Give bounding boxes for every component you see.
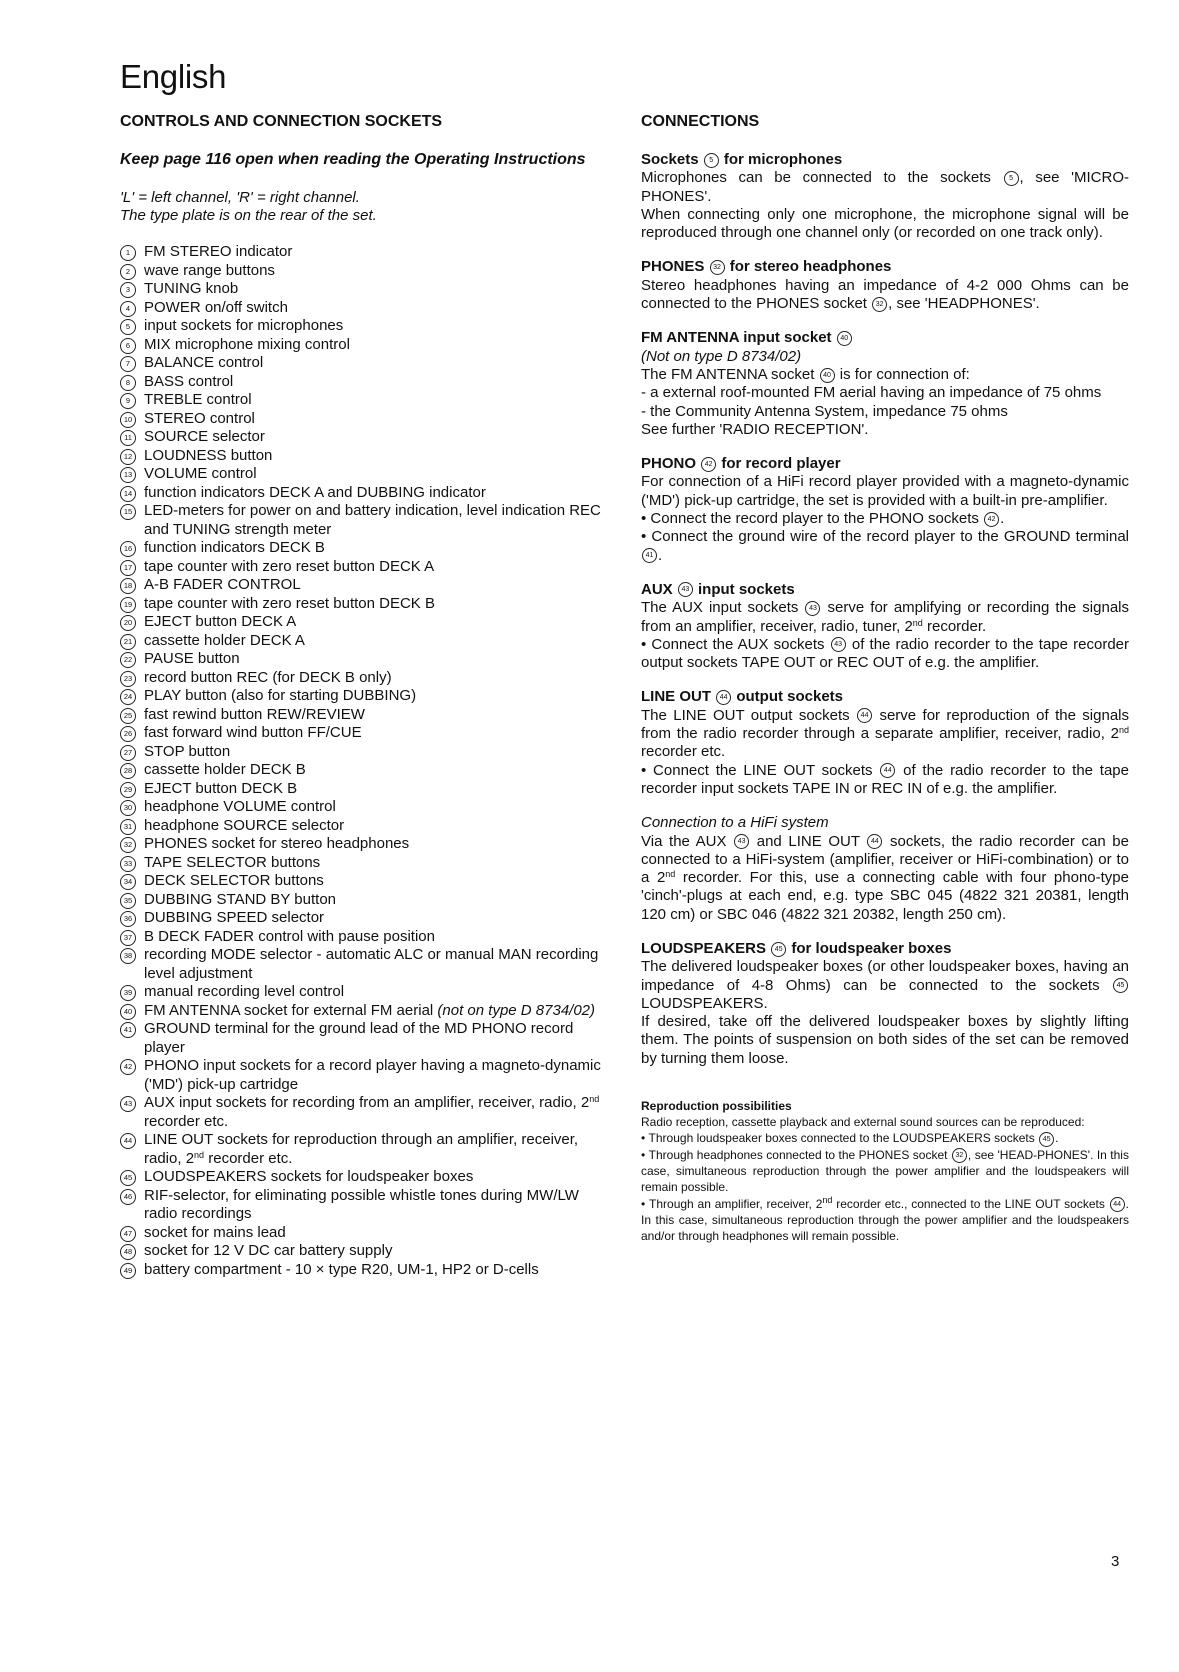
number-icon: 35 bbox=[120, 893, 136, 909]
control-item: 32 PHONES socket for stereo headphones bbox=[120, 835, 606, 854]
number-icon: 39 bbox=[120, 985, 136, 1001]
control-item: 7 BALANCE control bbox=[120, 354, 606, 373]
control-item: 3 TUNING knob bbox=[120, 280, 606, 299]
section-text: - the Community Antenna System, impedance 75 ohms bbox=[641, 402, 1008, 420]
number-icon: 5 bbox=[1004, 171, 1019, 186]
hifi-section bbox=[641, 814, 1129, 924]
number-icon: 7 bbox=[120, 356, 136, 372]
control-item: 30 headphone VOLUME control bbox=[120, 798, 606, 817]
number-icon: 42 bbox=[120, 1059, 136, 1075]
number-icon: 40 bbox=[837, 331, 852, 346]
number-icon: 5 bbox=[120, 319, 136, 335]
number-icon: 18 bbox=[120, 578, 136, 594]
number-icon: 44 bbox=[857, 708, 872, 723]
number-icon: 3 bbox=[120, 282, 136, 298]
number-icon: 30 bbox=[120, 800, 136, 816]
section-title: AUX 43 input sockets bbox=[641, 580, 795, 598]
number-icon: 43 bbox=[678, 582, 693, 597]
number-icon: 49 bbox=[120, 1263, 136, 1279]
keep-page-note: Keep page 116 open when reading the Operating Instructions bbox=[120, 151, 586, 168]
number-icon: 28 bbox=[120, 763, 136, 779]
number-icon: 48 bbox=[120, 1244, 136, 1260]
number-icon: 31 bbox=[120, 819, 136, 835]
aux-section bbox=[641, 581, 1129, 672]
control-item: 31 headphone SOURCE selector bbox=[120, 817, 606, 836]
number-icon: 22 bbox=[120, 652, 136, 668]
control-item: 12 LOUDNESS button bbox=[120, 447, 606, 466]
number-icon: 45 bbox=[120, 1170, 136, 1186]
section-text: The delivered loudspeaker boxes (or other loudspeaker boxes, having an impedance of 4-8 Ohms) can be connected to the sockets 45 LOUDSPEAKERS. bbox=[641, 958, 1129, 1012]
section-subtitle: Connection to a HiFi system bbox=[641, 814, 829, 832]
language-title: English bbox=[120, 58, 227, 95]
control-item: 47 socket for mains lead bbox=[120, 1224, 606, 1243]
number-icon: 14 bbox=[120, 486, 136, 502]
section-text: See further 'RADIO RECEPTION'. bbox=[641, 420, 869, 438]
control-item: 44 LINE OUT sockets for reproduction through an amplifier, receiver, radio, 2nd recorder etc. bbox=[120, 1131, 606, 1168]
page-number: 3 bbox=[1111, 1553, 1120, 1570]
number-icon: 45 bbox=[1039, 1132, 1054, 1147]
number-icon: 4 bbox=[120, 301, 136, 317]
section-text: Microphones can be connected to the sockets 5 , see 'MICRO-PHONES'. bbox=[641, 169, 1129, 205]
controls-list bbox=[120, 243, 606, 1279]
section-text: Radio reception, cassette playback and external sound sources can be reproduced: bbox=[641, 1115, 1085, 1130]
section-title: LINE OUT 44 output sockets bbox=[641, 688, 844, 706]
bullet-item: • Through loudspeaker boxes connected to the LOUDSPEAKERS sockets 45 . bbox=[641, 1130, 1129, 1146]
number-icon: 27 bbox=[120, 745, 136, 761]
control-item: 27 STOP button bbox=[120, 743, 606, 762]
control-item: 29 EJECT button DECK B bbox=[120, 780, 606, 799]
control-item: 33 TAPE SELECTOR buttons bbox=[120, 854, 606, 873]
number-icon: 10 bbox=[120, 412, 136, 428]
section-text: Stereo headphones having an impedance of 4-2 000 Ohms can be connected to the PHONES socket 32 , see 'HEADPHONES'. bbox=[641, 276, 1129, 313]
section-text: When connecting only one microphone, the microphone signal will be reproduced through one channel only (or recorded on one track only). bbox=[641, 205, 1129, 242]
bullet-item: • Connect the LINE OUT sockets 44 of the radio recorder to the tape recorder input sockets TAPE IN or REC IN of e.g. the amplifier. bbox=[641, 762, 1129, 799]
number-icon: 8 bbox=[120, 375, 136, 391]
control-item: 11 SOURCE selector bbox=[120, 428, 606, 447]
bullet-item: • Connect the ground wire of the record player to the GROUND terminal 41 . bbox=[641, 528, 1129, 565]
section-text: - a external roof-mounted FM aerial having an impedance of 75 ohms bbox=[641, 384, 1102, 402]
number-icon: 13 bbox=[120, 467, 136, 483]
section-text: The AUX input sockets 43 serve for amplifying or recording the signals from an amplifier, receiver, radio, tuner, 2nd recorder. bbox=[641, 599, 1130, 635]
section-text: If desired, take off the delivered loudspeaker boxes by slightly lifting them. The points of suspension on both sides of the set can be removed by turning them loose. bbox=[641, 1013, 1129, 1067]
number-icon: 32 bbox=[952, 1148, 967, 1163]
control-item: 5 input sockets for microphones bbox=[120, 317, 606, 336]
number-icon: 44 bbox=[880, 763, 895, 778]
control-item: 45 LOUDSPEAKERS sockets for loudspeaker boxes bbox=[120, 1168, 606, 1187]
number-icon: 5 bbox=[704, 153, 719, 168]
number-icon: 17 bbox=[120, 560, 136, 576]
number-icon: 45 bbox=[1113, 978, 1128, 993]
number-icon: 41 bbox=[642, 548, 657, 563]
number-icon: 6 bbox=[120, 338, 136, 354]
connections-heading: CONNECTIONS bbox=[641, 113, 760, 130]
control-item: 26 fast forward wind button FF/CUE bbox=[120, 724, 606, 743]
bullet-item: • Through headphones connected to the PHONES socket 32 , see 'HEAD-PHONES'. In this case, simultaneous reproduction through the power amplifier and the loudspeakers will remain possible. bbox=[641, 1147, 1129, 1196]
section-title: Reproduction possibilities bbox=[641, 1099, 792, 1114]
section-title: Sockets 5 for microphones bbox=[641, 151, 843, 168]
section-text: The LINE OUT output sockets 44 serve for reproduction of the signals from the radio recorder through a separate amplifier, receiver, radio, 2nd recorder etc. bbox=[641, 706, 1130, 761]
section-title: PHONO 42 for record player bbox=[641, 455, 841, 473]
control-item: 48 socket for 12 V DC car battery supply bbox=[120, 1242, 606, 1261]
connections-column bbox=[641, 113, 1129, 1260]
control-item: 28 cassette holder DECK B bbox=[120, 761, 606, 780]
number-icon: 43 bbox=[734, 834, 749, 849]
number-icon: 38 bbox=[120, 948, 136, 964]
number-icon: 37 bbox=[120, 930, 136, 946]
number-icon: 40 bbox=[120, 1004, 136, 1020]
number-icon: 32 bbox=[120, 837, 136, 853]
number-icon: 20 bbox=[120, 615, 136, 631]
number-icon: 42 bbox=[984, 512, 999, 527]
number-icon: 26 bbox=[120, 726, 136, 742]
control-item: 46 RIF-selector, for eliminating possible whistle tones during MW/LW radio recordings bbox=[120, 1187, 606, 1224]
number-icon: 29 bbox=[120, 782, 136, 798]
control-item: 42 PHONO input sockets for a record player having a magneto-dynamic ('MD') pick-up cartridge bbox=[120, 1057, 606, 1094]
bullet-item: • Connect the record player to the PHONO sockets 42 . bbox=[641, 510, 1129, 528]
number-icon: 11 bbox=[120, 430, 136, 446]
phones-section bbox=[641, 258, 1129, 313]
control-item: 4 POWER on/off switch bbox=[120, 299, 606, 318]
section-text: The FM ANTENNA socket 40 is for connection of: bbox=[641, 365, 970, 383]
control-item: 17 tape counter with zero reset button DECK A bbox=[120, 558, 606, 577]
bullet-item: • Through an amplifier, receiver, 2nd recorder etc., connected to the LINE OUT sockets 44 . In this case, simultaneous reproduction through the power amplifier and the loudspeakers and/or through headphones will remain possible. bbox=[641, 1196, 1129, 1245]
section-title: FM ANTENNA input socket 40 bbox=[641, 329, 1129, 347]
type-plate-note: The type plate is on the rear of the set. bbox=[120, 207, 377, 224]
number-icon: 19 bbox=[120, 597, 136, 613]
control-item: 25 fast rewind button REW/REVIEW bbox=[120, 706, 606, 725]
number-icon: 44 bbox=[716, 690, 731, 705]
control-item: 49 battery compartment - 10 × type R20, UM-1, HP2 or D-cells bbox=[120, 1261, 606, 1280]
number-icon: 25 bbox=[120, 708, 136, 724]
control-item: 18 A-B FADER CONTROL bbox=[120, 576, 606, 595]
bullet-item: • Connect the AUX sockets 43 of the radio recorder to the tape recorder output sockets TAPE OUT or REC OUT of e.g. the amplifier. bbox=[641, 636, 1129, 673]
number-icon: 32 bbox=[872, 297, 887, 312]
fm-antenna-section bbox=[641, 329, 1129, 439]
control-item: 19 tape counter with zero reset button DECK B bbox=[120, 595, 606, 614]
control-item: 37 B DECK FADER control with pause position bbox=[120, 928, 606, 947]
control-item: 16 function indicators DECK B bbox=[120, 539, 606, 558]
control-item: 2 wave range buttons bbox=[120, 262, 606, 281]
section-title: LOUDSPEAKERS 45 for loudspeaker boxes bbox=[641, 939, 952, 957]
line-out-section bbox=[641, 688, 1129, 798]
control-item: 43 AUX input sockets for recording from an amplifier, receiver, radio, 2nd recorder etc. bbox=[120, 1094, 606, 1131]
number-icon: 36 bbox=[120, 911, 136, 927]
number-icon: 46 bbox=[120, 1189, 136, 1205]
control-item: 9 TREBLE control bbox=[120, 391, 606, 410]
number-icon: 41 bbox=[120, 1022, 136, 1038]
number-icon: 23 bbox=[120, 671, 136, 687]
number-icon: 40 bbox=[820, 368, 835, 383]
control-item: 38 recording MODE selector - automatic ALC or manual MAN recording level adjustment bbox=[120, 946, 606, 983]
number-icon: 45 bbox=[771, 942, 786, 957]
microphones-section bbox=[641, 151, 1129, 242]
control-item: 15 LED-meters for power on and battery indication, level indication REC and TUNING strength meter bbox=[120, 502, 606, 539]
control-item: 6 MIX microphone mixing control bbox=[120, 336, 606, 355]
control-item: 36 DUBBING SPEED selector bbox=[120, 909, 606, 928]
control-item: 14 function indicators DECK A and DUBBING indicator bbox=[120, 484, 606, 503]
channel-note: 'L' = left channel, 'R' = right channel. bbox=[120, 189, 360, 206]
intro-notes bbox=[120, 189, 606, 225]
control-item: 20 EJECT button DECK A bbox=[120, 613, 606, 632]
section-subtitle: (Not on type D 8734/02) bbox=[641, 347, 802, 365]
control-item: 22 PAUSE button bbox=[120, 650, 606, 669]
controls-heading: CONTROLS AND CONNECTION SOCKETS bbox=[120, 113, 443, 130]
number-icon: 44 bbox=[120, 1133, 136, 1149]
section-title: PHONES 32 for stereo headphones bbox=[641, 258, 892, 276]
number-icon: 47 bbox=[120, 1226, 136, 1242]
number-icon: 24 bbox=[120, 689, 136, 705]
number-icon: 34 bbox=[120, 874, 136, 890]
section-text: For connection of a HiFi record player provided with a magneto-dynamic ('MD') pick-up cartridge, the set is provided with a built-in pre-amplifier. bbox=[641, 473, 1129, 509]
control-item: 39 manual recording level control bbox=[120, 983, 606, 1002]
reproduction-section bbox=[641, 1098, 1129, 1244]
loudspeakers-section bbox=[641, 940, 1129, 1068]
number-icon: 33 bbox=[120, 856, 136, 872]
number-icon: 44 bbox=[867, 834, 882, 849]
control-item: 35 DUBBING STAND BY button bbox=[120, 891, 606, 910]
control-item: 34 DECK SELECTOR buttons bbox=[120, 872, 606, 891]
control-item: 40 FM ANTENNA socket for external FM aerial (not on type D 8734/02) bbox=[120, 1002, 606, 1021]
control-item: 10 STEREO control bbox=[120, 410, 606, 429]
controls-column bbox=[120, 113, 606, 1279]
number-icon: 44 bbox=[1110, 1197, 1125, 1212]
number-icon: 32 bbox=[710, 260, 725, 275]
number-icon: 21 bbox=[120, 634, 136, 650]
number-icon: 12 bbox=[120, 449, 136, 465]
number-icon: 1 bbox=[120, 245, 136, 261]
number-icon: 43 bbox=[805, 601, 820, 616]
number-icon: 43 bbox=[120, 1096, 136, 1112]
phono-section bbox=[641, 455, 1129, 565]
number-icon: 16 bbox=[120, 541, 136, 557]
control-item: 41 GROUND terminal for the ground lead of the MD PHONO record player bbox=[120, 1020, 606, 1057]
control-item: 8 BASS control bbox=[120, 373, 606, 392]
control-item: 1 FM STEREO indicator bbox=[120, 243, 606, 262]
control-item: 24 PLAY button (also for starting DUBBING) bbox=[120, 687, 606, 706]
number-icon: 42 bbox=[701, 457, 716, 472]
control-item: 21 cassette holder DECK A bbox=[120, 632, 606, 651]
number-icon: 2 bbox=[120, 264, 136, 280]
control-item: 23 record button REC (for DECK B only) bbox=[120, 669, 606, 688]
section-text: Via the AUX 43 and LINE OUT 44 sockets, the radio recorder can be connected to a HiFi-system (amplifier, receiver or HiFi-combination) or to a 2nd recorder. For this, use a connecting cable with four phono-type 'cinch'-plugs at each end, e.g. type SBC 045 (4822 321 20381, length 120 cm) or SBC 046 (4822 321 20382, length 250 cm). bbox=[641, 832, 1129, 923]
number-icon: 9 bbox=[120, 393, 136, 409]
control-item: 13 VOLUME control bbox=[120, 465, 606, 484]
number-icon: 15 bbox=[120, 504, 136, 520]
number-icon: 43 bbox=[831, 637, 846, 652]
